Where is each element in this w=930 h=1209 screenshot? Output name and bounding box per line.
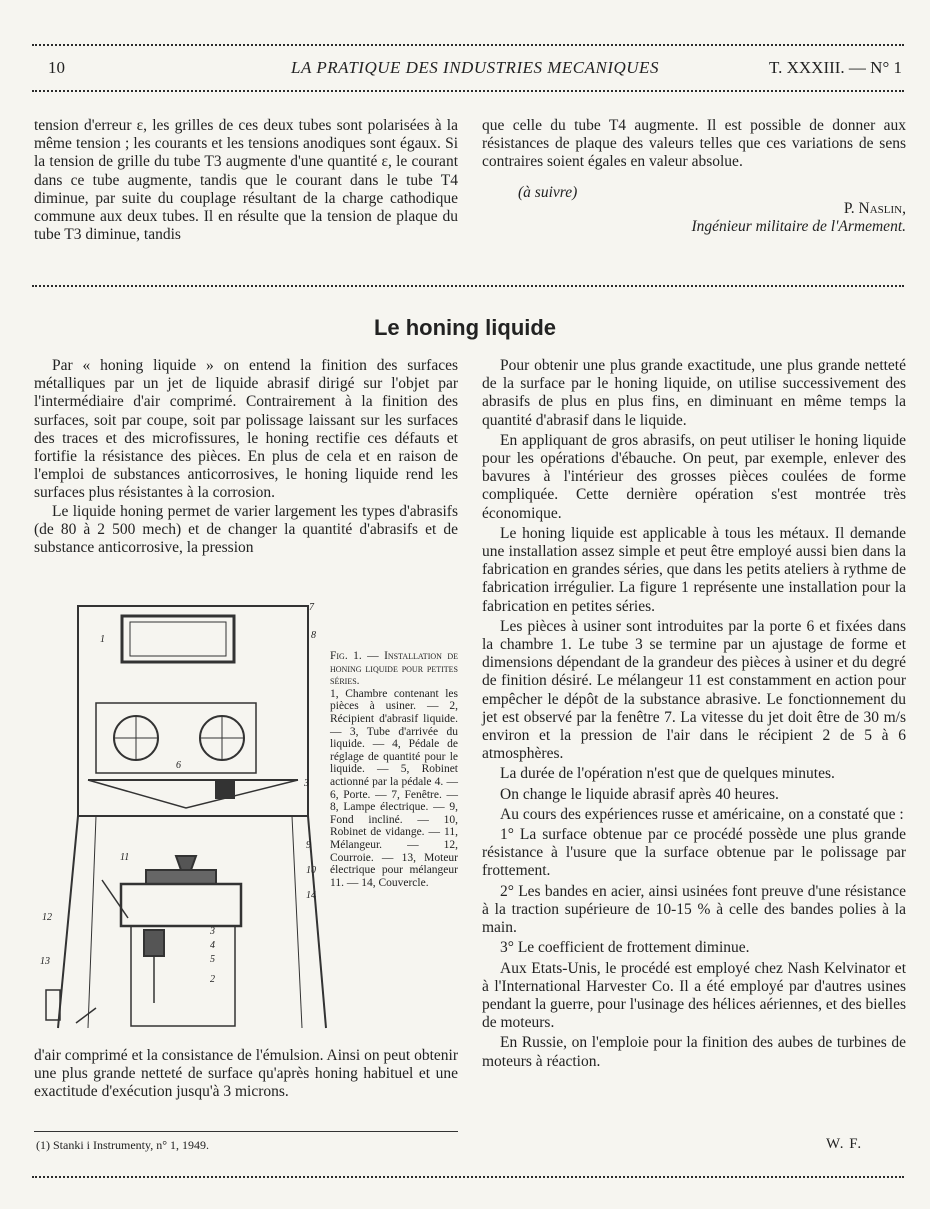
article-paragraph: La durée de l'opération n'est que de quelques minutes. <box>500 765 835 783</box>
article-paragraph: Pour obtenir une plus grande exactitude, une plus grande netteté de la surface par le honing liquide, on utilise successivement des abrasifs de plus en plus fins, en diminuant en même temps la quantité d'abrasif dans le liquide. <box>482 357 906 429</box>
article-paragraph: 3° Le coefficient de frottement diminue. <box>500 939 750 957</box>
section-dotted-rule <box>32 285 904 287</box>
bottom-dotted-rule <box>32 1176 904 1178</box>
figure-caption-legend: 1, Chambre contenant les pièces à usiner. — 2, Récipient d'abrasif liquide. — 3, Tube d'arrivée du liquide. — 4, Pédale de réglage de quantité pour le liquide. — 5, Robinet actionné par la pédale 4. — 6, Porte. — 7, Fenêtre. — 8, Lampe électrique. — 9, Fond incliné. — 10, Robinet de vidange. — 11, Mélangeur. — 12, Courroie. — 13, Moteur électrique pour mélangeur 11. — 14, Couvercle. <box>330 687 458 889</box>
article-paragraph: On change le liquide abrasif après 40 heures. <box>500 785 779 803</box>
figure-label: 4 <box>210 940 215 951</box>
footnote-rule <box>34 1131 458 1132</box>
article-left-continuation <box>34 1047 458 1102</box>
article-paragraph: Les pièces à usiner sont introduites par la porte 6 et fixées dans la chambre 1. Le tube 3 se termine par un ajustage de forme et dimensions dépendant de la grandeur des pièces à usiner et du degré de finition désiré. Le mélangeur 11 est constamment en action pour empêcher le dépôt de la substance abrasive. Le fonctionnement du jet est observé par la fenêtre 7. La vitesse du jet doit être de 30 m/s environ et la pression de l'air dans le récipient 2 de 5 à 6 atmosphères. <box>482 617 906 763</box>
article-paragraph: 2° Les bandes en acier, ainsi usinées font preuve d'une résistance à la traction supérieure de 10-15 % à celle des bandes polies à la main. <box>482 882 906 937</box>
figure-label: 6 <box>176 760 181 771</box>
top-dotted-rule <box>32 44 904 46</box>
window-7 <box>122 616 234 662</box>
figure-label: 9 <box>306 840 311 851</box>
author-block <box>482 200 906 236</box>
previous-article-right-column <box>482 117 906 236</box>
previous-article-left-column <box>34 117 458 244</box>
figure-label: 3 <box>304 778 309 789</box>
previous-article-ending: que celle du tube T4 augmente. Il est possible de donner aux résistances de plaque des valeurs telles que ces variations de sens contraires soient égales en valeur absolue. <box>482 117 906 171</box>
journal-title: LA PRATIQUE DES INDUSTRIES MECANIQUES <box>291 58 659 77</box>
volume-number: T. XXXIII. — N° 1 <box>768 58 902 77</box>
article-paragraph: En Russie, on l'emploie pour la finition des aubes de turbines de moteurs à réaction. <box>482 1034 906 1070</box>
article-left-column <box>34 357 458 557</box>
figure-label: 1 <box>100 634 105 645</box>
tank-2 <box>121 884 241 926</box>
figure-label: 3 <box>210 926 215 937</box>
footnote: (1) Stanki i Instrumenty, n° 1, 1949. <box>36 1138 210 1152</box>
running-header <box>48 58 902 80</box>
figure-label: 12 <box>42 912 52 923</box>
article-signature: W. F. <box>826 1136 863 1152</box>
figure-caption-title: Fig. 1. — Installation de honing liquide pour petites séries. <box>330 650 458 688</box>
motor-13 <box>144 930 164 956</box>
article-paragraph: Aux Etats-Unis, le procédé est employé chez Nash Kelvinator et à l'International Harvester Co. Il a été employé par d'autres usines pendant la guerre, pour l'usinage des hélices aériennes, et des bielles de moteurs. <box>482 959 906 1032</box>
figure-label: 7 <box>309 602 314 613</box>
valve-5 <box>216 782 234 798</box>
figure-label: 10 <box>306 865 316 876</box>
figure-label: 2 <box>210 974 215 985</box>
figure-label: 11 <box>120 852 130 863</box>
to-be-continued: (à suivre) <box>518 183 578 201</box>
figure-label: 8 <box>311 630 316 641</box>
page-number: 10 <box>48 58 65 77</box>
article-paragraph: En appliquant de gros abrasifs, on peut utiliser le honing liquide pour les opérations d'ébauche. On peut, par exemple, enlever des bavures à l'intérieur des grosses pièces coulées de forme compliquée. Cette dernière opération s'est montrée très économique. <box>482 431 906 522</box>
honing-installation-figure <box>36 598 336 1038</box>
article-paragraph: d'air comprimé et la consistance de l'émulsion. Ainsi on peut obtenir une plus grande netteté de surface qu'après honing habituel et une exactitude d'exécution jusqu'à 3 microns. <box>34 1047 458 1101</box>
figure-label: 5 <box>210 954 215 965</box>
cabinet-frame <box>78 606 308 816</box>
article-paragraph: Le liquide honing permet de varier largement les types d'abrasifs (de 80 à 2 500 mech) et de changer la quantité d'abrasifs et de substance anticorrosive, la pression <box>34 502 458 557</box>
figure-caption <box>330 650 458 889</box>
author-role: Ingénieur militaire de l'Armement. <box>691 218 906 236</box>
article-title: Le honing liquide <box>373 315 557 340</box>
article-paragraph: 1° La surface obtenue par ce procédé possède une plus grande résistance à l'usure que la surface obtenue par le polissage par frottement. <box>482 826 906 880</box>
header-dotted-rule <box>32 90 904 92</box>
mixer-11 <box>176 856 196 870</box>
belt-12 <box>102 880 128 918</box>
article-paragraph: Le honing liquide est applicable à tous les métaux. Il demande une installation assez simple et peut être employé aussi bien dans la fabrication en grandes séries, que dans les petits ateliers à rythme de fabrication irrégulier. La figure 1 représente une installation pour la fabrication en petites séries. <box>482 524 906 615</box>
previous-article-text: tension d'erreur ε, les grilles de ces deux tubes sont polarisées à la même tension ; les courants et les tensions anodiques sont égaux. Si la tension de grille du tube T3 augmente d'une quantité ε, le courant dans ce tube augmente, tandis que le courant dans le tube T4 diminue, par suite du couplage résultant de la charge cathodique commune aux deux tubes. Il en résulte que la tension de plaque du tube T3 diminue, tandis <box>34 117 458 244</box>
article-paragraph: Au cours des expériences russe et américaine, on a constaté que : <box>500 805 904 823</box>
article-paragraph: Par « honing liquide » on entend la finition des surfaces métalliques par un jet de liquide abrasif dirigé sur l'objet par l'intermédiaire d'air comprimé. Contrairement à la finition des surfaces, soit par coupe, soit par polissage laissant sur les surfaces des traces et des microfissures, le honing rectifie ces défauts et fortifie la résistance des pièces. En plus de cela et en raison de l'emploi de substances anticorrosives, le honing liquide rend les surfaces plus résistantes à la corrosion. <box>34 357 458 502</box>
author-name: P. Naslin, <box>843 199 906 217</box>
figure-label: 13 <box>40 956 50 967</box>
figure-label: 14 <box>306 890 316 901</box>
article-right-column <box>482 357 906 1073</box>
